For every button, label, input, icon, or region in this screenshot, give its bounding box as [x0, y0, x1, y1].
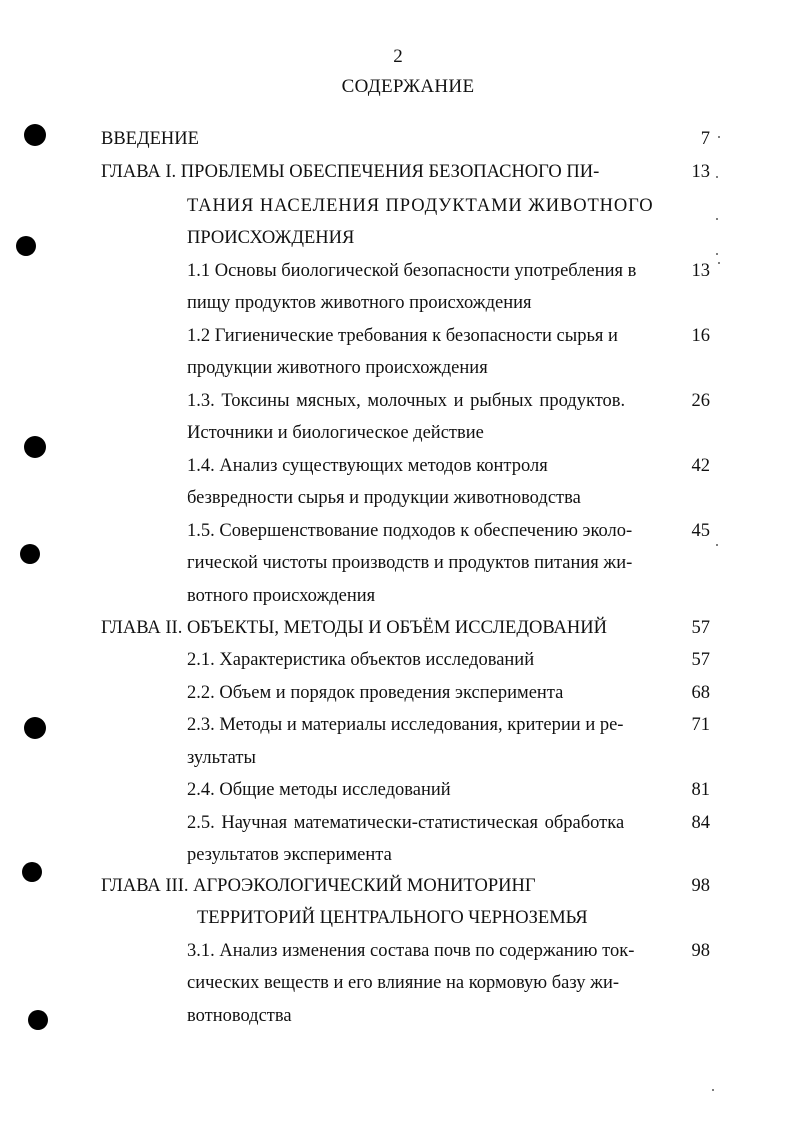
punch-hole — [22, 862, 42, 882]
punch-hole — [24, 436, 46, 458]
scan-speck — [716, 253, 718, 255]
scan-speck — [718, 262, 720, 264]
toc-entry-page: 13 — [691, 261, 710, 281]
toc-entry-title: 2.2. Объем и порядок проведения эксперимента — [187, 683, 564, 703]
toc-entry-title: ГЛАВА III. АГРОЭКОЛОГИЧЕСКИЙ МОНИТОРИНГ — [101, 876, 536, 896]
toc-entry-page: 16 — [691, 326, 710, 346]
toc-entry-title: результатов эксперимента — [187, 845, 392, 865]
punch-hole — [24, 717, 46, 739]
toc-entry-page: 42 — [691, 456, 710, 476]
toc-entry-title: вотноводства — [187, 1006, 292, 1026]
toc-entry-page: 13 — [691, 162, 710, 182]
toc-entry-page: 84 — [691, 813, 710, 833]
toc-entry-title: гической чистоты производств и продуктов питания жи- — [187, 553, 633, 573]
toc-entry-page: 98 — [691, 876, 710, 896]
toc-entry-page: 7 — [700, 129, 710, 149]
punch-hole — [28, 1010, 48, 1030]
toc-entry-title: 2.4. Общие методы исследований — [187, 780, 451, 800]
toc-entry-title: ТЕРРИТОРИЙ ЦЕНТРАЛЬНОГО ЧЕРНОЗЕМЬЯ — [197, 908, 588, 928]
toc-entry-title: 3.1. Анализ изменения состава почв по содержанию ток- — [187, 941, 635, 961]
toc-entry-title: 2.1. Характеристика объектов исследований — [187, 650, 535, 670]
toc-entry-title: ГЛАВА II. ОБЪЕКТЫ, МЕТОДЫ И ОБЪЁМ ИССЛЕДОВАНИЙ — [101, 618, 607, 638]
page-title: СОДЕРЖАНИЕ — [341, 76, 475, 97]
toc-entry-page: 98 — [691, 941, 710, 961]
toc-entry-title: ПРОИСХОЖДЕНИЯ — [187, 228, 355, 248]
toc-entry-page: 57 — [691, 650, 710, 670]
scan-speck — [716, 176, 718, 178]
toc-entry-title: ГЛАВА I. ПРОБЛЕМЫ ОБЕСПЕЧЕНИЯ БЕЗОПАСНОГО ПИ- — [101, 162, 600, 182]
punch-hole — [24, 124, 46, 146]
toc-entry-title: 1.2 Гигиенические требования к безопасности сырья и — [187, 326, 618, 346]
toc-entry-title: продукции животного происхождения — [187, 358, 488, 378]
scan-speck — [712, 1089, 714, 1091]
toc-entry-page: 71 — [691, 715, 710, 735]
toc-entry-title: вотного происхождения — [187, 586, 376, 606]
scan-speck — [716, 218, 718, 220]
punch-hole — [16, 236, 36, 256]
toc-entry-title: зультаты — [187, 748, 256, 768]
scan-speck — [718, 136, 720, 138]
toc-entry-title: 1.5. Совершенствование подходов к обеспечению эколо- — [187, 521, 633, 541]
toc-entry-title: Источники и биологическое действие — [187, 423, 484, 443]
toc-entry-title: пищу продуктов животного происхождения — [187, 293, 532, 313]
page-number: 2 — [393, 46, 403, 67]
toc-entry-page: 81 — [691, 780, 710, 800]
punch-hole — [20, 544, 40, 564]
toc-entry-title: 2.3. Методы и материалы исследования, критерии и ре- — [187, 715, 624, 735]
toc-entry-title: 1.4. Анализ существующих методов контроля — [187, 456, 548, 476]
toc-entry-title: 1.1 Основы биологической безопасности употребления в — [187, 261, 637, 281]
toc-entry-title: ТАНИЯ НАСЕЛЕНИЯ ПРОДУКТАМИ ЖИВОТНОГО — [187, 196, 654, 216]
toc-entry-page: 68 — [691, 683, 710, 703]
toc-entry-title: 2.5. Научная математически-статистическая обработка — [187, 813, 625, 833]
toc-entry-title: сических веществ и его влияние на кормовую базу жи- — [187, 973, 620, 993]
toc-entry-title: 1.3. Токсины мясных, молочных и рыбных продуктов. — [187, 391, 626, 411]
toc-entry-page: 45 — [691, 521, 710, 541]
toc-entry-title: ВВЕДЕНИЕ — [101, 129, 199, 149]
scan-speck — [716, 544, 718, 546]
toc-entry-title: безвредности сырья и продукции животноводства — [187, 488, 581, 508]
toc-entry-page: 26 — [691, 391, 710, 411]
toc-entry-page: 57 — [691, 618, 710, 638]
